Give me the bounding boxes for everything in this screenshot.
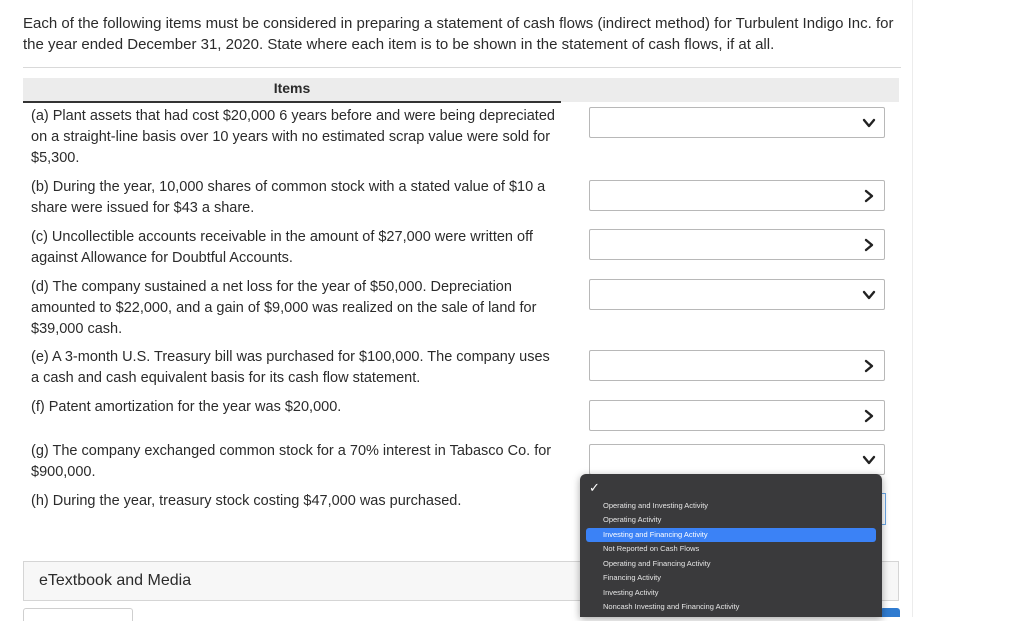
- chevron-down-icon: [862, 288, 876, 302]
- option-not-reported[interactable]: Not Reported on Cash Flows: [603, 544, 700, 553]
- item-b: (b) During the year, 10,000 shares of common stock with a stated value of $10 a share were issued for $43 a share.: [31, 179, 546, 216]
- select-item-e[interactable]: [589, 350, 885, 381]
- chevron-down-icon: [862, 116, 876, 130]
- option-operating[interactable]: Operating Activity: [603, 515, 662, 524]
- option-financing[interactable]: Financing Activity: [603, 573, 661, 582]
- items-header: Items: [273, 80, 311, 96]
- select-item-a[interactable]: [589, 107, 885, 138]
- etextbook-media-label: eTextbook and Media: [39, 572, 192, 589]
- item-f: (f) Patent amortization for the year was $20,000.: [31, 399, 342, 415]
- items-header-rule: [23, 101, 561, 103]
- select-item-d[interactable]: [589, 279, 885, 310]
- divider: [23, 67, 901, 68]
- chevron-down-icon: [862, 189, 876, 203]
- select-item-h-options-menu[interactable]: [580, 474, 882, 617]
- item-a: (a) Plant assets that had cost $20,000 6 years before and were being depreciated on a straight-line basis over 10 years with no estimated scrap value were sold for $5,300.: [31, 108, 555, 166]
- select-item-b[interactable]: [589, 180, 885, 211]
- chevron-down-icon: [862, 238, 876, 252]
- question-intro: Each of the following items must be considered in preparing a statement of cash flows (indirect method) for Turbulent Indigo Inc. for the year ended December 31, 2020. State where each item is to be shown in the statement of cash flows, if at all.: [23, 15, 894, 53]
- option-noncash-investing-and-financing[interactable]: Noncash Investing and Financing Activity: [603, 602, 740, 611]
- option-investing-and-financing[interactable]: Investing and Financing Activity: [586, 528, 876, 542]
- select-item-c[interactable]: [589, 229, 885, 260]
- item-e: (e) A 3-month U.S. Treasury bill was purchased for $100,000. The company uses a cash and cash equivalent basis for its cash flow statement.: [31, 349, 550, 386]
- chevron-down-icon: [862, 453, 876, 467]
- submit-button-edge[interactable]: [880, 608, 900, 617]
- select-item-g[interactable]: [589, 444, 885, 475]
- checkmark-icon: ✓: [589, 480, 600, 495]
- item-g: (g) The company exchanged common stock for a 70% interest in Tabasco Co. for $900,000.: [31, 443, 552, 480]
- chevron-down-icon: [862, 359, 876, 373]
- chevron-down-icon: [862, 409, 876, 423]
- bottom-tab[interactable]: [23, 608, 133, 621]
- option-operating-and-financing[interactable]: Operating and Financing Activity: [603, 559, 711, 568]
- option-operating-and-investing[interactable]: Operating and Investing Activity: [603, 501, 709, 510]
- item-h: (h) During the year, treasury stock costing $47,000 was purchased.: [31, 493, 462, 509]
- select-item-f[interactable]: [589, 400, 885, 431]
- item-c: (c) Uncollectible accounts receivable in the amount of $27,000 were written off against Allowance for Doubtful Accounts.: [31, 229, 533, 266]
- option-investing[interactable]: Investing Activity: [603, 588, 659, 597]
- item-d: (d) The company sustained a net loss for the year of $50,000. Depreciation amounted to $22,000, and a gain of $9,000 was realized on the sale of land for $39,000 cash.: [31, 279, 537, 337]
